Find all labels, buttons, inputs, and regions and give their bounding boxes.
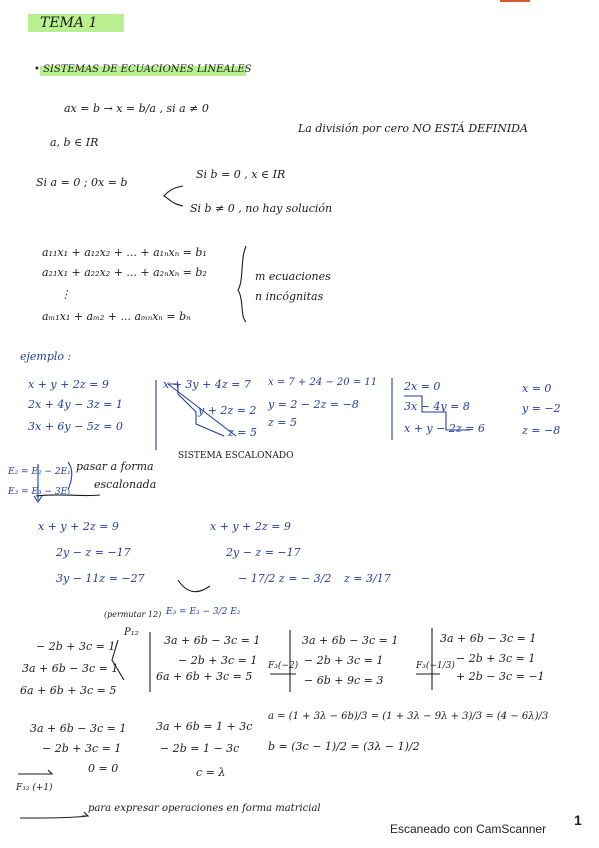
page-number: 1: [574, 812, 582, 828]
label-n-unknowns: n incógnitas: [255, 290, 324, 303]
echelon-staircase: [168, 384, 224, 436]
scanner-footer: Escaneado con CamScanner: [390, 822, 547, 836]
echelon-label: SISTEMA ESCALONADO: [178, 451, 294, 461]
intro-equation: ax = b → x = b/a , si a ≠ 0: [64, 102, 209, 115]
solve-y: y = 2 − 2z = −8: [268, 398, 359, 411]
curve-arrow: [178, 580, 210, 592]
p12-label: P₁₂: [124, 627, 139, 638]
intro-domain: a, b ∈ IR: [50, 136, 99, 149]
intro-case-2: Si b ≠ 0 , no hay solución: [190, 202, 333, 215]
sys-d-2: − 2b + 3c = 1: [456, 652, 536, 665]
f32-arrow: [18, 770, 52, 774]
p12-arrow: [112, 640, 124, 680]
step3-row-3: − 17/2 z = − 3/2: [238, 572, 332, 585]
sys-c-2: − 2b + 3c = 1: [304, 654, 384, 667]
diag-sol-x: x = 0: [522, 382, 552, 395]
underline-note: [36, 495, 100, 496]
sys-e-1: 3a + 6b − 3c = 1: [30, 722, 127, 735]
sys-b-3: 6a + 6b + 3c = 5: [156, 670, 253, 683]
sys-f-2: − 2b = 1 − 3c: [160, 742, 240, 755]
sys-d-3: + 2b − 3c = −1: [456, 670, 545, 683]
diag-staircase: [404, 396, 470, 430]
case-brace: [164, 186, 183, 206]
ops-note-1: pasar a forma: [76, 460, 154, 473]
general-row-1: a₁₁x₁ + a₁₂x₂ + ... + a₁ₙxₙ = b₁: [42, 246, 207, 259]
sys-f-1: 3a + 6b = 1 + 3c: [156, 720, 253, 733]
echelon-diagonal: [168, 384, 236, 436]
label-m-equations: m ecuaciones: [255, 270, 331, 283]
general-row-m: aₘ₁x₁ + aₘ₂ + ... aₘₙxₙ = bₙ: [42, 310, 191, 323]
row-op-2: E₃ = E₃ − 3E₁: [8, 487, 71, 497]
general-row-dots: ⋮: [60, 288, 71, 301]
ops-note-2: escalonada: [94, 478, 157, 491]
intro-case-lead: Si a = 0 ; 0x = b: [36, 176, 128, 189]
solve-z: z = 5: [268, 416, 298, 429]
step2-row-2: 2y − z = −17: [56, 546, 131, 559]
example-system-1: x + y + 2z = 9: [28, 378, 109, 391]
diag-row-1: 2x = 0: [404, 380, 441, 393]
a-expression: a = (1 + 3λ − 6b)/3 = (1 + 3λ − 9λ + 3)/3 = (4 − 6λ)/3: [268, 711, 549, 722]
echelon-row-3: z = 5: [228, 426, 258, 439]
diag-row-3: x + y − 2z = 6: [404, 422, 485, 435]
example-system-2: 2x + 4y − 3z = 1: [28, 398, 123, 411]
echelon-row-2: y + 2z = 2: [198, 404, 257, 417]
step2-row-1: x + y + 2z = 9: [38, 520, 119, 533]
sys-b-1: 3a + 6b − 3c = 1: [164, 634, 261, 647]
b-expression: b = (3c − 1)/2 = (3λ − 1)/2: [268, 740, 420, 753]
intro-case-1: Si b = 0 , x ∈ IR: [196, 168, 286, 181]
row-op-1: E₂ = E₂ − 2E₁: [8, 467, 71, 477]
z-result: z = 3/17: [344, 572, 391, 585]
sys-d-1: 3a + 6b − 3c = 1: [440, 632, 537, 645]
step3-row-2: 2y − z = −17: [226, 546, 301, 559]
sys-a-3: 6a + 6b + 3c = 5: [20, 684, 117, 697]
closing-arrow: [20, 816, 88, 818]
solve-x: x = 7 + 24 − 20 = 11: [268, 377, 378, 388]
diag-sol-z: z = −8: [522, 424, 561, 437]
f3-op-1: F₃(−2): [268, 661, 299, 671]
intro-note: La división por cero NO ESTÁ DEFINIDA: [298, 122, 528, 135]
section-heading: • SISTEMAS DE ECUACIONES LINEALES: [34, 64, 252, 75]
diag-sol-y: y = −2: [522, 402, 561, 415]
sys-a-2: 3a + 6b − 3c = 1: [22, 662, 119, 675]
sys-e-3: 0 = 0: [88, 762, 119, 775]
e3-operation: E₃ = E₃ − 3/2 E₂: [166, 607, 241, 617]
general-row-2: a₂₁x₁ + a₂₂x₂ + ... + a₂ₙxₙ = b₂: [42, 266, 207, 279]
step2-row-3: 3y − 11z = −27: [56, 572, 145, 585]
page-title: TEMA 1: [40, 15, 98, 31]
step3-row-1: x + y + 2z = 9: [210, 520, 291, 533]
general-brace: [238, 246, 246, 322]
ops-divider: [68, 462, 72, 490]
closing-note: para expresar operaciones en forma matricial: [88, 803, 321, 814]
sys-a-1: − 2b + 3c = 1: [36, 640, 116, 653]
sys-c-3: − 6b + 9c = 3: [304, 674, 384, 687]
sys-b-2: − 2b + 3c = 1: [178, 654, 258, 667]
example-heading: ejemplo :: [20, 350, 72, 363]
closing-arrow-head: [82, 812, 88, 816]
sys-e-2: − 2b + 3c = 1: [42, 742, 122, 755]
example-system-3: 3x + 6y − 5z = 0: [28, 420, 123, 433]
sys-c-1: 3a + 6b − 3c = 1: [302, 634, 399, 647]
f3-op-2: F₃(−1/3): [416, 661, 455, 671]
diag-row-2: 3x − 4y = 8: [404, 400, 470, 413]
f32-op: F₃₂ (+1): [16, 783, 53, 793]
echelon-row-1: x + 3y + 4z = 7: [163, 378, 251, 391]
sys-f-3: c = λ: [196, 766, 226, 779]
permute-note: (permutar 12): [104, 610, 162, 619]
